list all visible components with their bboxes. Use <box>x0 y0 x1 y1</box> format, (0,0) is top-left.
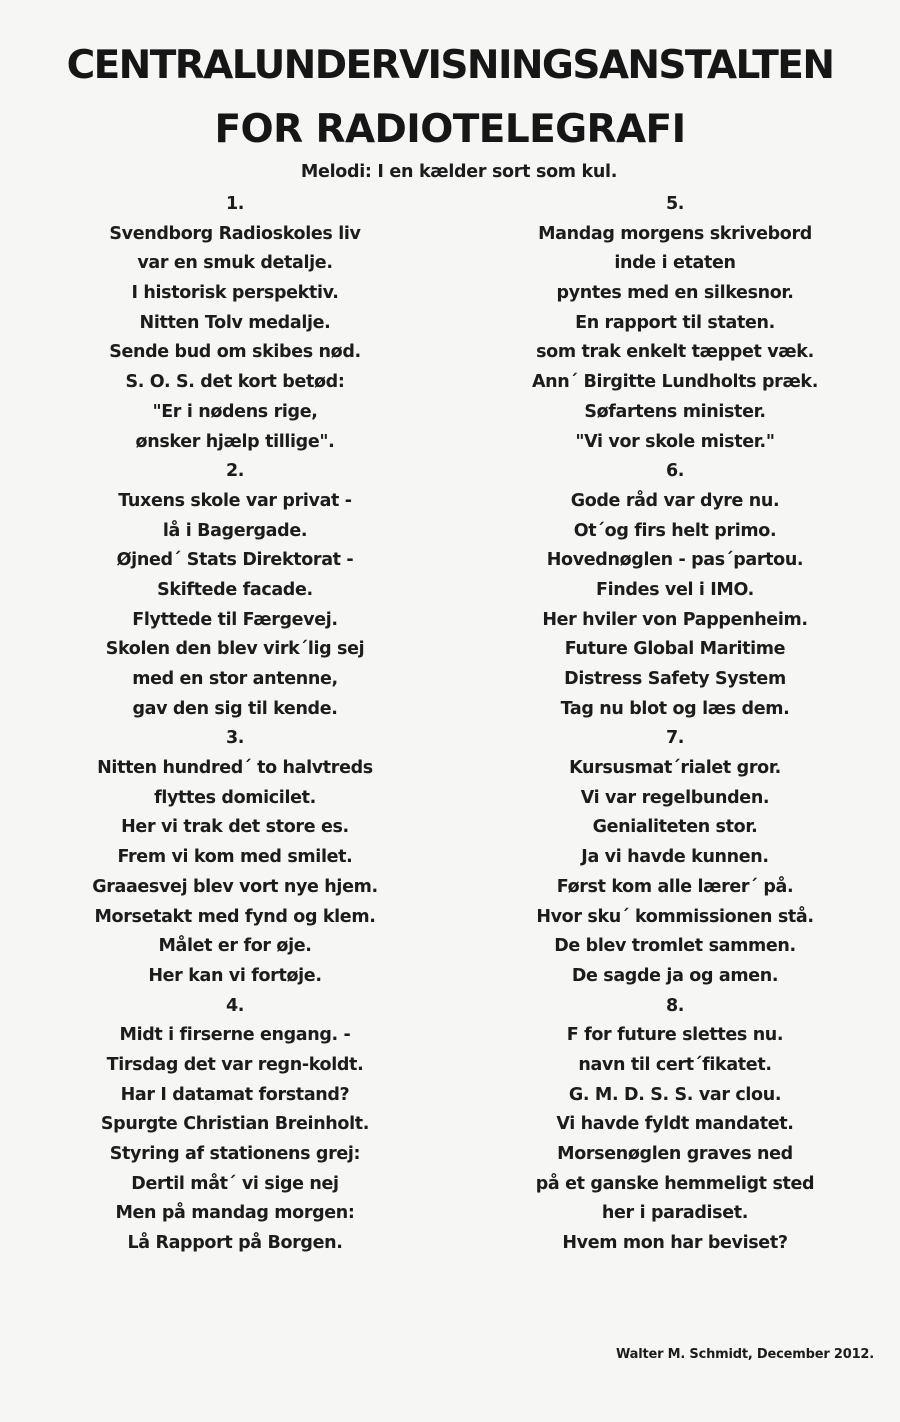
verse-line: Søfartens minister. <box>584 401 766 422</box>
verse <box>480 724 870 991</box>
verse-line: Her hviler von Pappenheim. <box>542 609 808 630</box>
verse-number: 6. <box>665 461 685 482</box>
verse-line: Her vi trak det store es. <box>121 817 349 838</box>
verse-line: Vi var regelbunden. <box>580 787 770 808</box>
verse-line: med en stor antenne, <box>132 669 338 689</box>
verse-line: inde i etaten <box>614 253 736 274</box>
verse <box>40 190 430 457</box>
verse-line: Dertil måt´ vi sige nej <box>131 1173 339 1194</box>
verse <box>480 992 870 1259</box>
verse-line: Vi havde fyldt mandatet. <box>556 1114 794 1135</box>
verse-line: Distress Safety System <box>564 669 786 689</box>
author-signature: Walter M. Schmidt, December 2012. <box>615 1347 874 1362</box>
verse-line: Ja vi havde kunnen. <box>581 847 769 868</box>
verse-line: Hvem mon har beviset? <box>562 1233 788 1254</box>
verse-line: Findes vel i IMO. <box>596 579 754 600</box>
verse-line: Mandag morgens skrivebord <box>538 223 812 244</box>
verse-line: her i paradiset. <box>601 1203 749 1224</box>
verse-line: Tuxens skole var privat - <box>118 490 352 511</box>
verse-line: Spurgte Christian Breinholt. <box>100 1114 370 1135</box>
verse-line: Graaesvej blev vort nye hjem. <box>92 876 378 897</box>
verse-line: De sagde ja og amen. <box>571 965 779 986</box>
verse-line: Nitten Tolv medalje. <box>139 312 331 333</box>
right-column <box>480 190 870 1259</box>
verse-line: Svendborg Radioskoles liv <box>109 223 361 244</box>
verse-line: Midt i firserne engang. - <box>119 1025 351 1046</box>
verse-line: Gode råd var dyre nu. <box>570 490 780 511</box>
verse-line: Tag nu blot og læs dem. <box>560 698 790 719</box>
verse-line: på et ganske hemmeligt sted <box>535 1173 815 1194</box>
verse-line: "Er i nødens rige, <box>152 401 318 422</box>
verse-line: Sende bud om skibes nød. <box>109 342 361 363</box>
verse <box>40 992 430 1259</box>
verse-line: Styring af stationens grej: <box>109 1144 361 1164</box>
verse-number: 2. <box>225 461 245 482</box>
verse-line: Skolen den blev virk´lig sej <box>105 639 365 660</box>
melody-note: Melodi: I en kælder sort som kul. <box>300 162 618 182</box>
verse-line: "Vi vor skole mister." <box>575 431 775 452</box>
verse-line: pyntes med en silkesnor. <box>556 283 794 304</box>
verse-line: Skiftede facade. <box>157 579 313 600</box>
verse-number: 7. <box>665 728 685 749</box>
verse-line: Først kom alle lærer´ på. <box>556 876 794 897</box>
verse-line: F for future slettes nu. <box>566 1025 784 1046</box>
verse-number: 1. <box>225 194 245 214</box>
verse-line: flyttes domicilet. <box>154 787 316 808</box>
verse-line: navn til cert´fikatet. <box>578 1054 772 1075</box>
verse-line: Her kan vi fortøje. <box>148 965 322 986</box>
verse-line: Morsenøglen graves ned <box>557 1144 793 1164</box>
verse-line: gav den sig til kende. <box>132 698 338 719</box>
verse-line: Genialiteten stor. <box>592 817 758 838</box>
verse-line: Lå Rapport på Borgen. <box>127 1233 343 1254</box>
verse-number: 5. <box>665 194 685 214</box>
verse-line: Hovednøglen - pas´partou. <box>546 550 804 571</box>
verse-line: Morsetakt med fynd og klem. <box>94 906 376 927</box>
verse-line: De blev tromlet sammen. <box>554 936 796 957</box>
verse <box>480 457 870 724</box>
verse-line: ønsker hjælp tillige". <box>135 431 335 452</box>
left-column <box>40 190 430 1259</box>
verse-line: En rapport til staten. <box>575 312 775 333</box>
verse-number: 4. <box>225 995 245 1016</box>
page-title: CENTRALUNDERVISNINGSANSTALTEN <box>66 43 834 88</box>
verse-line: Future Global Maritime <box>564 639 786 660</box>
verse-line: Frem vi kom med smilet. <box>117 847 353 868</box>
verse-line: I historisk perspektiv. <box>131 283 339 304</box>
verse-line: Hvor sku´ kommissionen stå. <box>536 906 814 927</box>
verse <box>40 457 430 724</box>
verse-line: Nitten hundred´ to halvtreds <box>97 758 373 779</box>
verse-line: Øjned´ Stats Direktorat - <box>116 550 354 571</box>
page-subtitle: FOR RADIOTELEGRAFI <box>214 107 686 152</box>
verse-line: S. O. S. det kort betød: <box>125 372 345 393</box>
verse-line: G. M. D. S. S. var clou. <box>568 1084 782 1105</box>
verse-line: var en smuk detalje. <box>137 253 333 274</box>
verse-line: Har I datamat forstand? <box>120 1084 350 1105</box>
verse-line: Tirsdag det var regn-koldt. <box>106 1054 364 1075</box>
verse <box>40 724 430 991</box>
verse-line: Ann´ Birgitte Lundholts præk. <box>531 372 819 393</box>
verse-line: Flyttede til Færgevej. <box>132 609 338 630</box>
verse-line: som trak enkelt tæppet væk. <box>536 342 814 363</box>
verse-line: Ot´og firs helt primo. <box>573 520 777 541</box>
verse-number: 3. <box>225 728 245 749</box>
verse-line: Målet er for øje. <box>158 936 312 957</box>
verse <box>480 190 870 457</box>
verse-line: Men på mandag morgen: <box>115 1203 355 1224</box>
verse-number: 8. <box>665 995 685 1016</box>
verse-line: lå i Bagergade. <box>162 520 308 541</box>
verse-line: Kursusmat´rialet gror. <box>569 758 781 779</box>
